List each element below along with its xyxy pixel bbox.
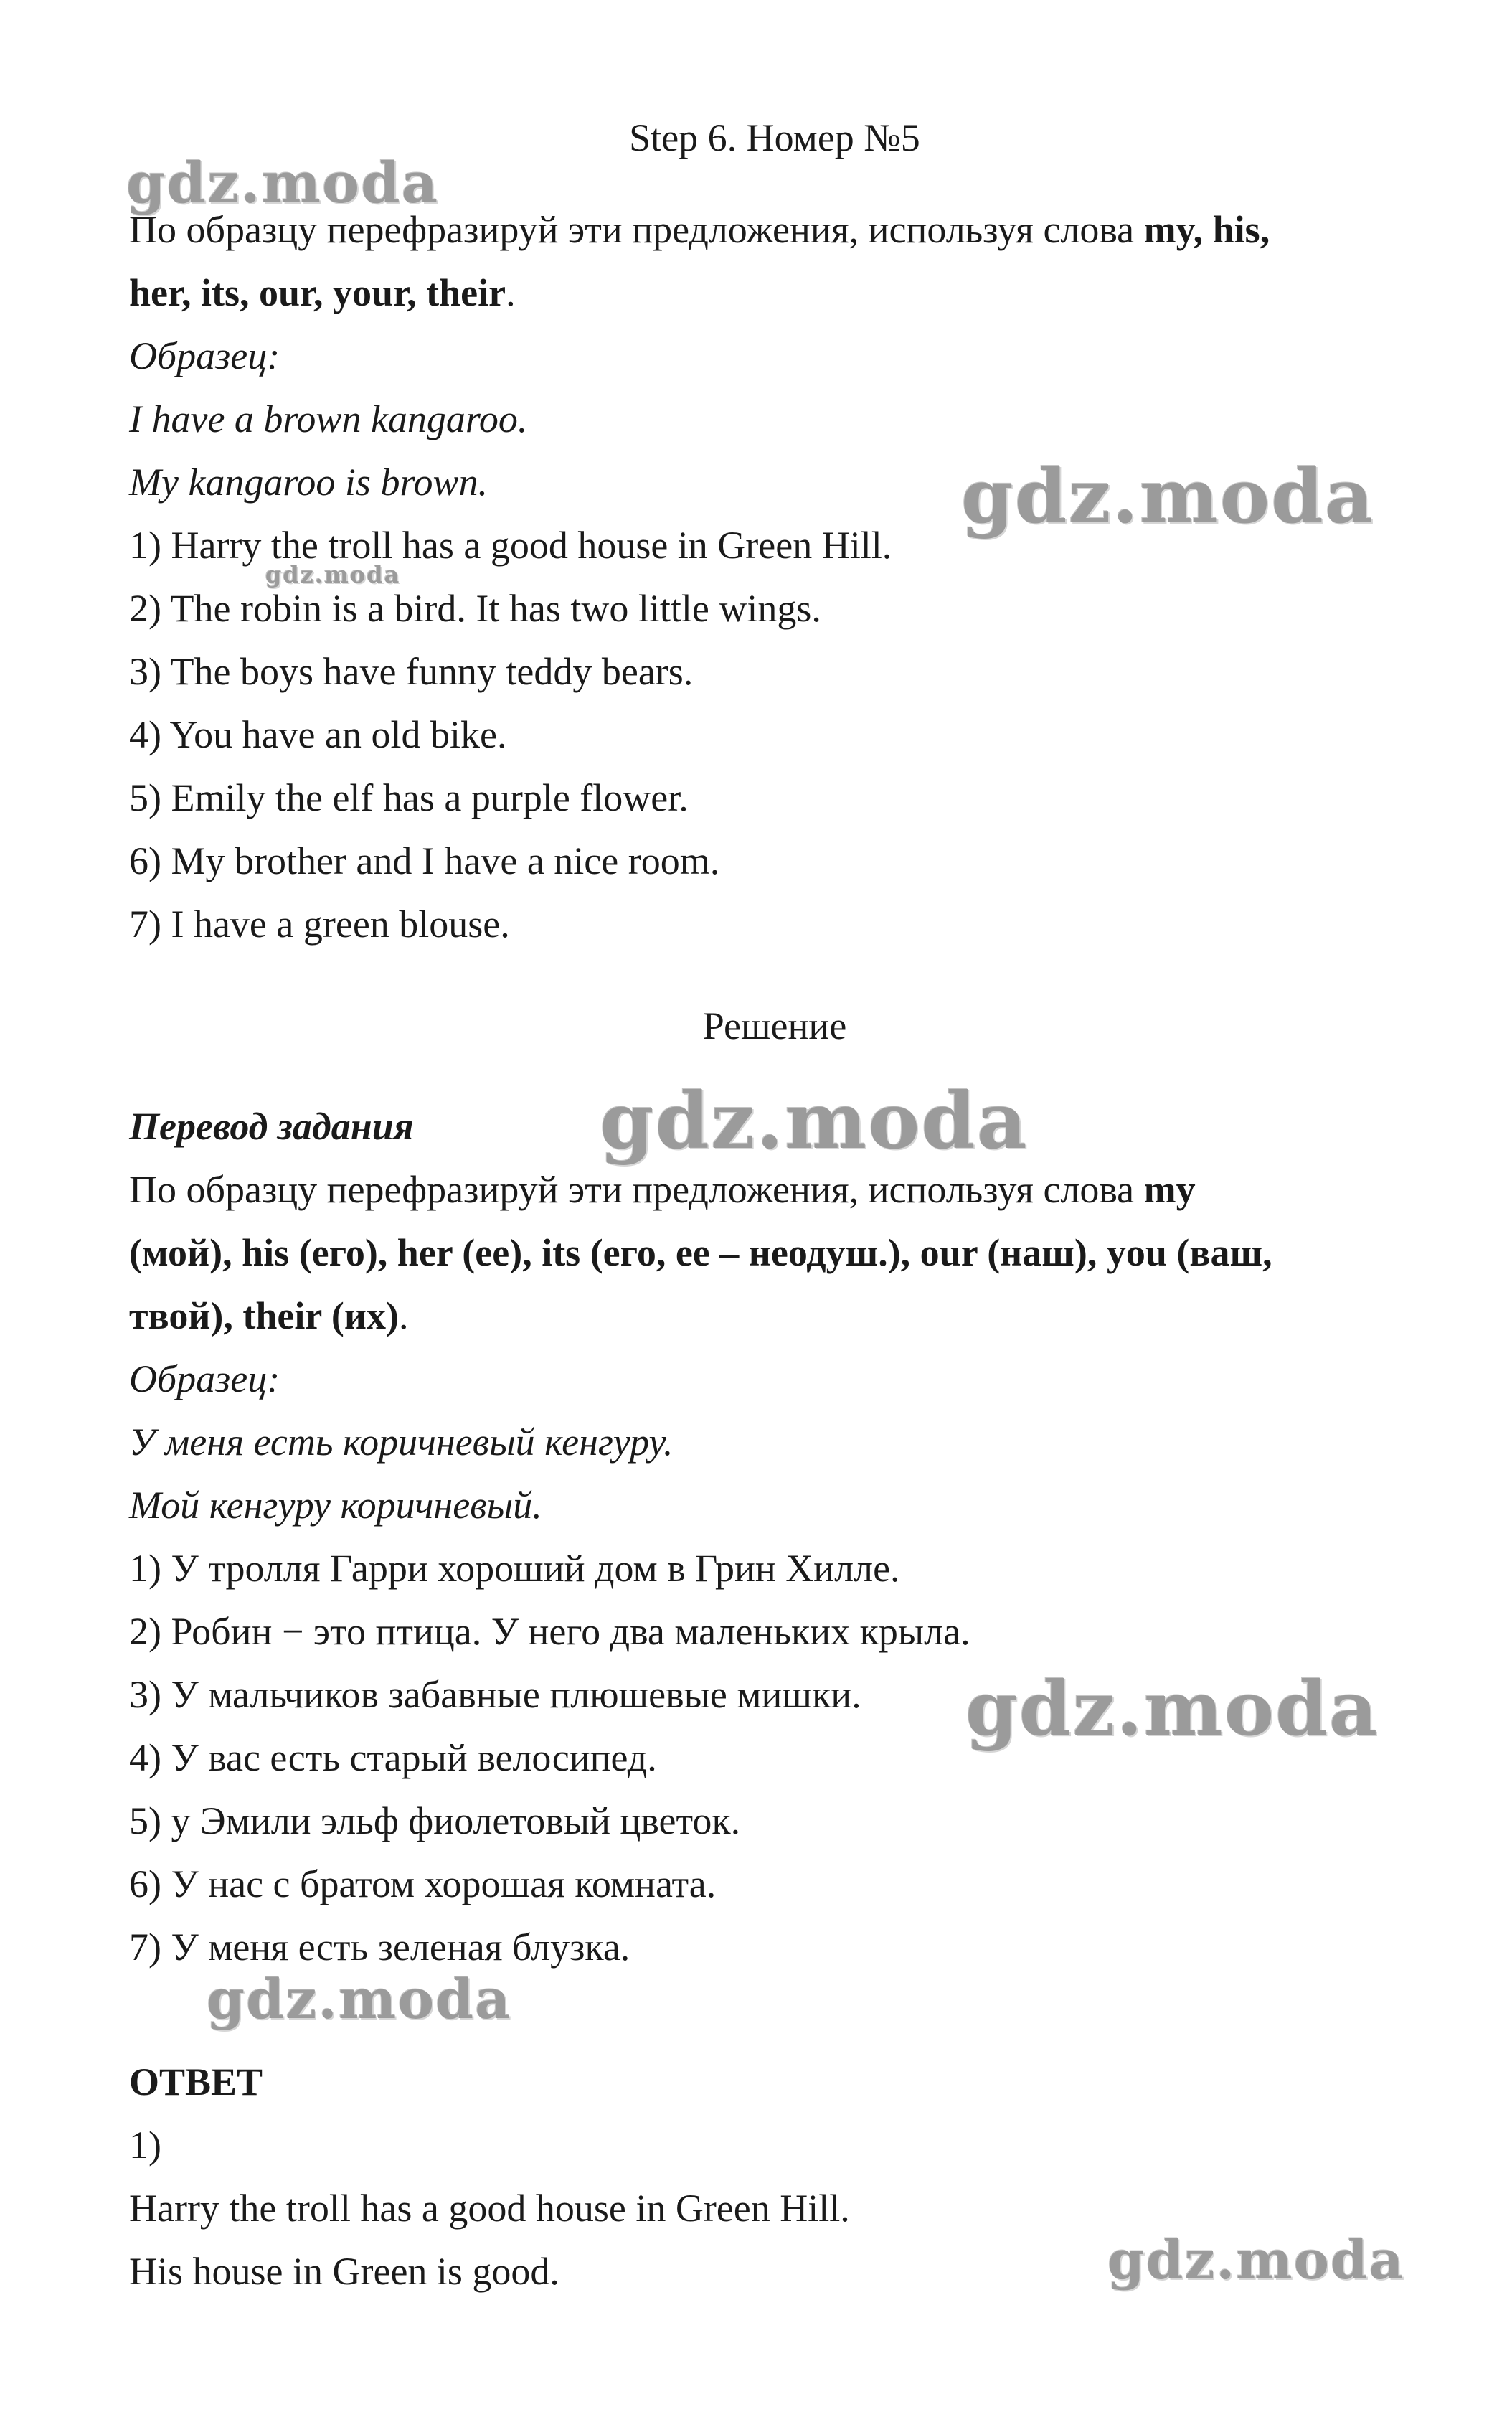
task-item-3: 3) The boys have funny teddy bears. <box>129 650 694 693</box>
translation-item-2: 2) Робин − это птица. У него два маленьких крыла. <box>129 1610 970 1653</box>
answer-heading: ОТВЕТ <box>129 2060 263 2103</box>
translation-instruction-words-3: твой), their (их) <box>129 1294 399 1337</box>
translation-instruction-line1 <box>129 1167 1196 1212</box>
watermark-logo: gdz.moda <box>265 561 401 588</box>
task-instruction-end: . <box>506 271 516 314</box>
watermark-logo: gdz.moda <box>1107 2230 1405 2291</box>
page-title: Step 6. Номер №5 <box>629 116 920 159</box>
watermark-logo: gdz.moda <box>965 1664 1379 1753</box>
translation-item-4: 4) У вас есть старый велосипед. <box>129 1736 657 1779</box>
task-item-1: 1) Harry the troll has a good house in Green Hill. <box>129 524 892 567</box>
task-item-6: 6) My brother and I have a nice room. <box>129 839 720 882</box>
translation-item-5: 5) у Эмили эльф фиолетовый цветок. <box>129 1799 741 1842</box>
translation-sample-line2: Мой кенгуру коричневый. <box>129 1484 542 1527</box>
translation-instruction-words-2: (мой), his (его), her (ее), its (его, ее – неодуш.), our (наш), you (ваш, <box>129 1231 1272 1274</box>
translation-instruction-line3 <box>129 1293 408 1339</box>
translation-sample-label: Образец: <box>129 1357 280 1400</box>
task-item-2: 2) The robin is a bird. It has two little wings. <box>129 587 821 630</box>
answer-number: 1) <box>129 2124 161 2167</box>
answer-line2: His house in Green is good. <box>129 2250 559 2293</box>
translation-item-3: 3) У мальчиков забавные плюшевые мишки. <box>129 1673 861 1716</box>
watermark-logo: gdz.moda <box>126 151 440 216</box>
translation-instruction-prefix: По образцу перефразируй эти предложения, используя слова <box>129 1168 1144 1211</box>
translation-sample-line1: У меня есть коричневый кенгуру. <box>129 1420 674 1464</box>
task-item-7: 7) I have a green blouse. <box>129 903 510 946</box>
translation-instruction-end: . <box>398 1294 409 1337</box>
watermark-logo: gdz.moda <box>207 1967 512 2031</box>
translation-instruction-words-1: my <box>1143 1168 1196 1211</box>
translation-item-1: 1) У тролля Гарри хороший дом в Грин Хилле. <box>129 1547 900 1590</box>
task-instruction-words-2: her, its, our, your, their <box>129 271 506 314</box>
task-sample-label: Образец: <box>129 334 280 377</box>
task-item-5: 5) Emily the elf has a purple flower. <box>129 776 689 819</box>
translation-item-6: 6) У нас с братом хорошая комната. <box>129 1862 717 1905</box>
watermark-logo: gdz.moda <box>961 452 1375 540</box>
watermark-logo: gdz.moda <box>600 1076 1029 1167</box>
translation-heading: Перевод задания <box>129 1105 414 1148</box>
solution-heading: Решение <box>702 1004 847 1047</box>
translation-item-7: 7) У меня есть зеленая блузка. <box>129 1926 630 1969</box>
task-instruction-line2 <box>129 270 516 316</box>
task-item-4: 4) You have an old bike. <box>129 713 507 756</box>
task-instruction-words-1: my, his, <box>1143 208 1270 251</box>
answer-line1: Harry the troll has a good house in Green Hill. <box>129 2187 850 2230</box>
task-instruction-prefix: По образцу перефразируй эти предложения, используя слова <box>129 208 1144 251</box>
task-sample-line2: My kangaroo is brown. <box>129 461 488 504</box>
task-sample-line1: I have a brown kangaroo. <box>129 397 528 440</box>
